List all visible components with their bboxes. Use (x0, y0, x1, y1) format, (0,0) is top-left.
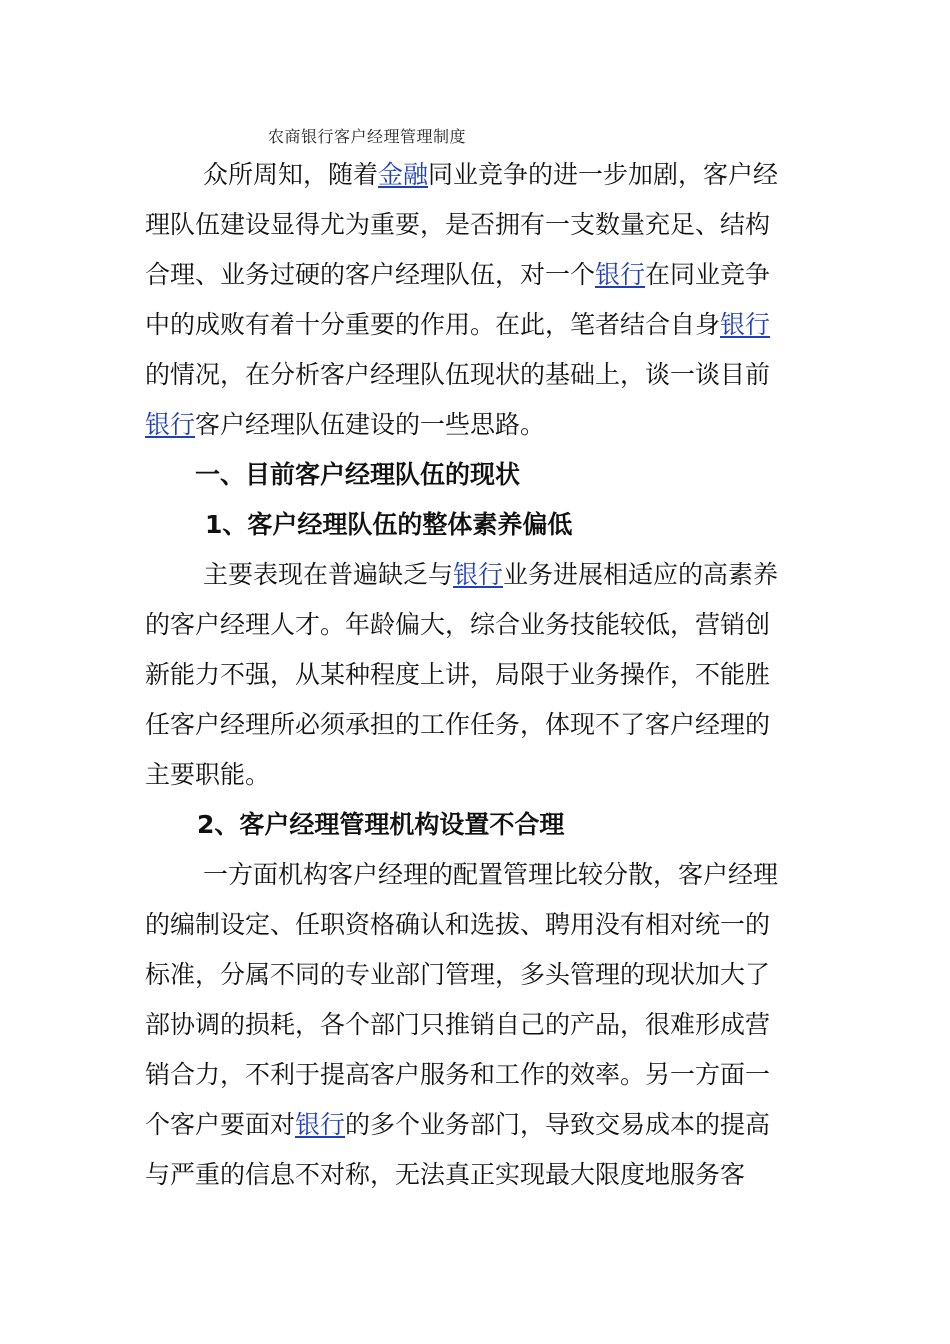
text-span: 的多个业务部门，导致交易成本的提高 (345, 1110, 771, 1139)
subsection-heading-1: 1、客户经理队伍的整体素养偏低 (205, 510, 573, 539)
paragraph-3-line-4: 部协调的损耗，各个部门只推销自己的产品，很难形成营 (145, 1010, 771, 1039)
bank-link[interactable]: 银行 (595, 260, 646, 289)
text-span: 中的成败有着十分重要的作用。在此，笔者结合自身 (145, 310, 721, 339)
paragraph-2-line-5: 主要职能。 (145, 760, 271, 789)
text-span: 在同业竞争 (645, 260, 771, 289)
finance-link[interactable]: 金融 (378, 160, 429, 189)
section-heading-1: 一、目前客户经理队伍的现状 (195, 460, 521, 489)
paragraph-2-line-1 (203, 560, 778, 590)
paragraph-1-line-6 (145, 410, 545, 440)
paragraph-3-line-7: 与严重的信息不对称，无法真正实现最大限度地服务客 (145, 1160, 746, 1189)
paragraph-3-line-3: 标准，分属不同的专业部门管理，多头管理的现状加大了 (145, 960, 771, 989)
bank-link[interactable]: 银行 (453, 560, 504, 589)
paragraph-3-line-6 (145, 1110, 770, 1140)
bank-link[interactable]: 银行 (295, 1110, 346, 1139)
text-span: 合理、业务过硬的客户经理队伍，对一个 (145, 260, 596, 289)
text-span: 客户经理队伍建设的一些思路。 (195, 410, 546, 439)
bank-link[interactable]: 银行 (720, 310, 771, 339)
subsection-heading-2: 2、客户经理管理机构设置不合理 (197, 810, 565, 839)
paragraph-3-line-1: 一方面机构客户经理的配置管理比较分散，客户经理 (203, 860, 779, 889)
document-title: 农商银行客户经理管理制度 (268, 127, 467, 146)
text-span: 众所周知，随着 (203, 160, 379, 189)
text-span: 业务进展相适应的高素养 (503, 560, 779, 589)
paragraph-2-line-2: 的客户经理人才。年龄偏大，综合业务技能较低，营销创 (145, 610, 771, 639)
paragraph-1-line-4 (145, 310, 770, 340)
paragraph-2-line-3: 新能力不强，从某种程度上讲，局限于业务操作，不能胜 (145, 660, 771, 689)
paragraph-1-line-2: 理队伍建设显得尤为重要，是否拥有一支数量充足、结构 (145, 210, 771, 239)
paragraph-3-line-5: 销合力，不利于提高客户服务和工作的效率。另一方面一 (145, 1060, 771, 1089)
paragraph-2-line-4: 任客户经理所必须承担的工作任务，体现不了客户经理的 (145, 710, 771, 739)
paragraph-1-line-1 (203, 160, 778, 190)
paragraph-1-line-3 (145, 260, 770, 290)
text-span: 同业竞争的进一步加剧，客户经 (428, 160, 779, 189)
paragraph-1-line-5: 的情况，在分析客户经理队伍现状的基础上，谈一谈目前 (145, 360, 771, 389)
text-span: 主要表现在普遍缺乏与 (203, 560, 454, 589)
bank-link[interactable]: 银行 (145, 410, 196, 439)
paragraph-3-line-2: 的编制设定、任职资格确认和选拔、聘用没有相对统一的 (145, 910, 771, 939)
text-span: 个客户要面对 (145, 1110, 296, 1139)
